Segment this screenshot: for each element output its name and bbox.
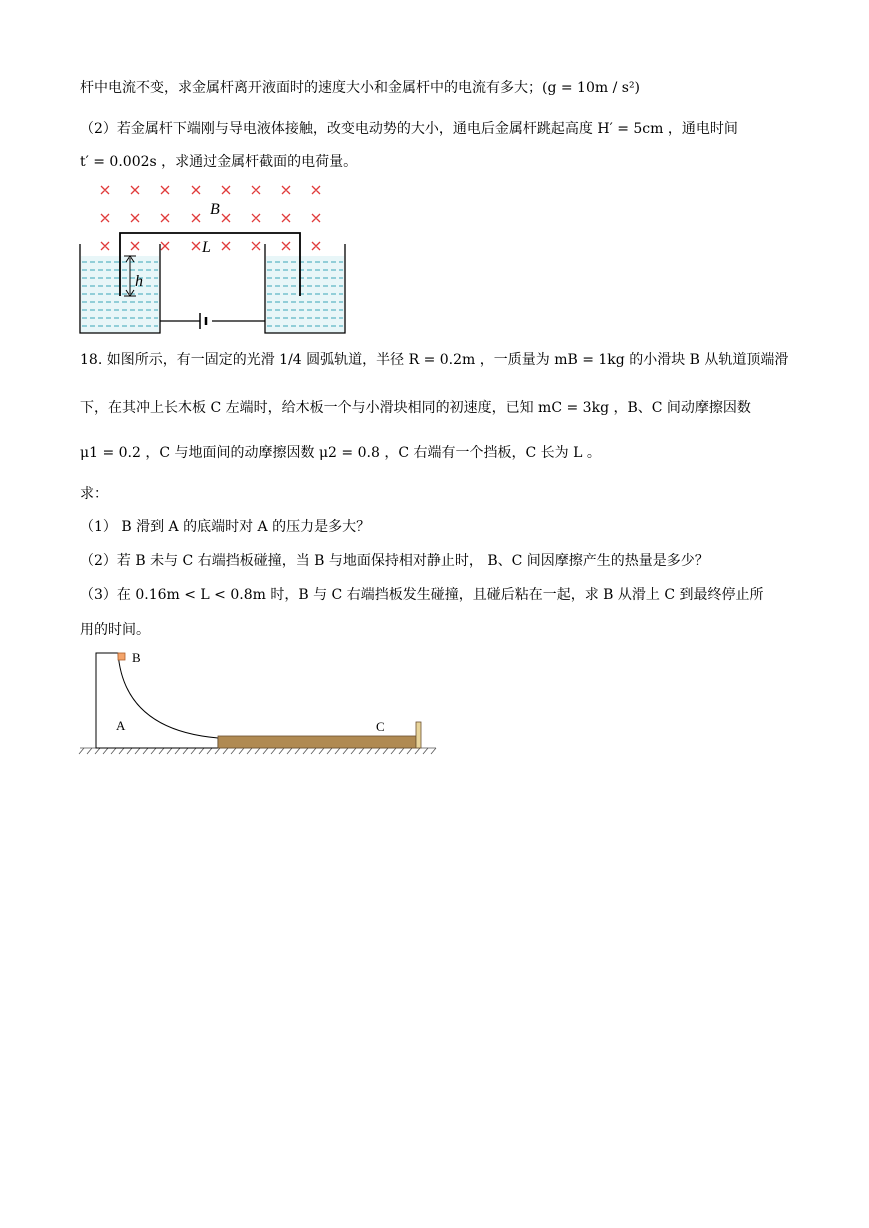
label-L: L	[202, 239, 211, 256]
baffle	[416, 722, 421, 748]
label-A: A	[116, 718, 126, 733]
figure-arc-track	[76, 648, 444, 760]
text-line-6: μ1 = 0.2 ，C 与地面间的动摩擦因数 μ2 = 0.8 ，C 右端有一个挡板，C 长为 L 。	[80, 445, 601, 461]
label-C: C	[376, 719, 385, 734]
ground-hatch	[79, 748, 436, 754]
text-line-4: 18. 如图所示，有一固定的光滑 1/4 圆弧轨道，半径 R = 0.2m ，一质量为 mB = 1kg 的小滑块 B 从轨道顶端滑	[80, 352, 789, 368]
text-line-2: （2）若金属杆下端刚与导电液体接触，改变电动势的大小，通电后金属杆跳起高度 H′ = 5cm ，通电时间	[80, 121, 738, 137]
text-line-10: （3）在 0.16m < L < 0.8m 时，B 与 C 右端挡板发生碰撞，且碰后粘在一起，求 B 从滑上 C 到最终停止所	[80, 587, 764, 603]
liquid-right	[266, 256, 344, 333]
figure-magnetic-field	[76, 178, 356, 340]
text-line-9: （2）若 B 未与 C 右端挡板碰撞，当 B 与地面保持相对静止时， B、C 间因摩擦产生的热量是多少？	[80, 553, 709, 569]
battery	[160, 313, 265, 329]
label-B: B	[210, 201, 220, 218]
text-line-8: （1） B 滑到 A 的底端时对 A 的压力是多大？	[80, 519, 371, 535]
slider-B	[118, 653, 125, 660]
board-C	[218, 736, 416, 748]
text-line-5: 下，在其冲上长木板 C 左端时，给木板一个与小滑块相同的初速度，已知 mC = 3kg ，B、C 间动摩擦因数	[80, 400, 751, 416]
label-h: h	[135, 273, 143, 290]
label-B: B	[132, 650, 141, 665]
text-line-1: 杆中电流不变，求金属杆离开液面时的速度大小和金属杆中的电流有多大；(g = 10m / s²)	[80, 80, 641, 96]
text-line-3: t′ = 0.002s ，求通过金属杆截面的电荷量。	[80, 154, 358, 170]
text-line-11: 用的时间。	[80, 622, 150, 638]
text-line-7: 求：	[80, 486, 108, 502]
arc-block-A	[96, 653, 218, 748]
